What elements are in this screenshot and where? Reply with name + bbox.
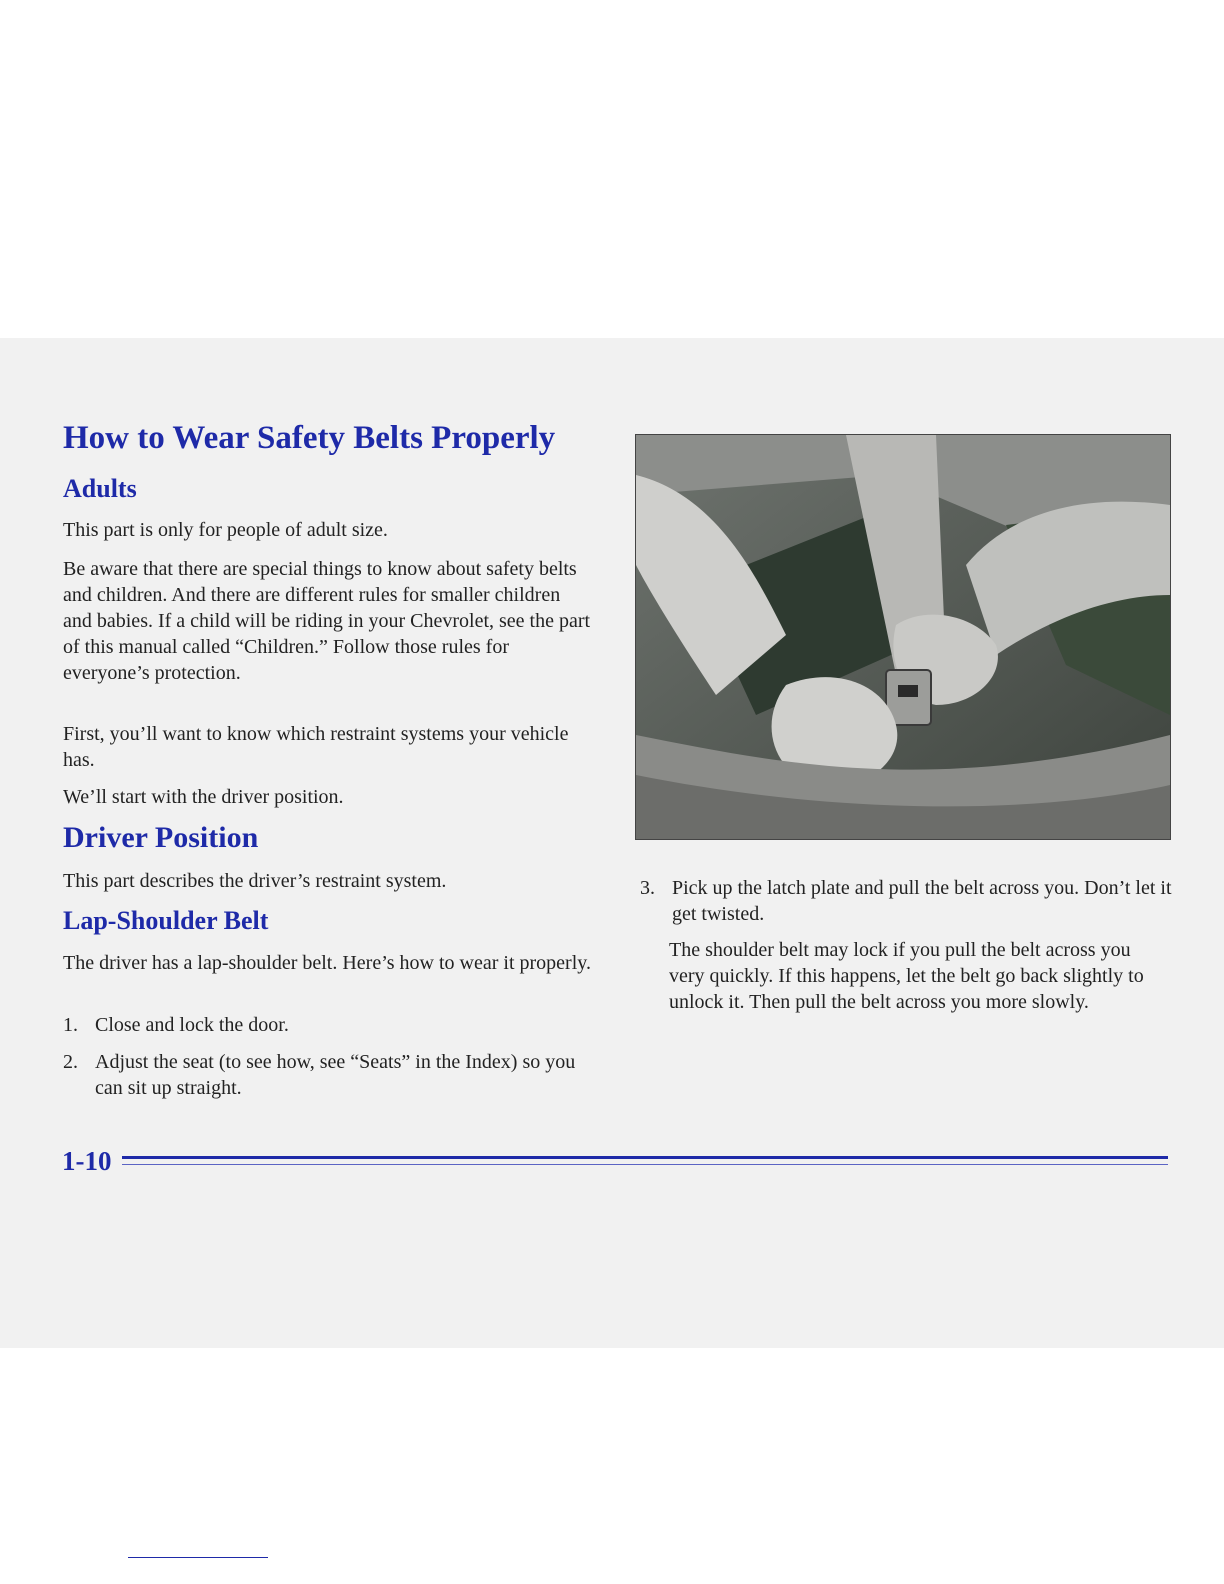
footer-rule-thin: [122, 1164, 1168, 1165]
section-title-adults: Adults: [63, 474, 137, 503]
bottom-divider: [128, 1557, 268, 1558]
page-number: 1-10: [62, 1146, 112, 1176]
list-item-text: Pick up the latch plate and pull the belt across you. Don’t let it get twisted.: [672, 877, 1172, 925]
list-item: [63, 1012, 598, 1038]
section-title-driver-position: Driver Position: [63, 821, 259, 854]
step-3-note: The shoulder belt may lock if you pull the belt across you very quickly. If this happens, let the belt go back slightly to unlock it. Then pull the belt across you more slowly.: [669, 939, 1144, 1013]
list-item: [640, 875, 1170, 927]
footer-rule: [122, 1156, 1168, 1159]
section-title-lap-shoulder-belt: Lap-Shoulder Belt: [63, 906, 269, 935]
photo-illustration: [636, 435, 1170, 839]
adults-paragraph-3: First, you’ll want to know which restraint systems your vehicle has.: [63, 723, 569, 771]
lap-belt-intro: The driver has a lap-shoulder belt. Here’s how to wear it properly.: [63, 952, 591, 974]
list-item-number: 3.: [640, 877, 655, 899]
driver-paragraph: This part describes the driver’s restraint system.: [63, 870, 447, 892]
page-title: How to Wear Safety Belts Properly: [63, 420, 556, 456]
list-item: [63, 1049, 598, 1101]
list-item-number: 1.: [63, 1014, 78, 1036]
adults-paragraph-1: This part is only for people of adult size.: [63, 519, 388, 541]
seat-belt-latch-photo: [635, 434, 1171, 840]
list-item-text: Close and lock the door.: [95, 1014, 289, 1036]
list-item-text: Adjust the seat (to see how, see “Seats” in the Index) so you can sit up straight.: [95, 1051, 576, 1099]
list-item-number: 2.: [63, 1051, 78, 1073]
adults-paragraph-2: Be aware that there are special things to know about safety belts and children. And there are different rules for smaller children and babies. If a child will be riding in your Chevrolet, see the part of this manual called “Children.” Follow those rules for everyone’s protection.: [63, 558, 591, 684]
adults-paragraph-4: We’ll start with the driver position.: [63, 786, 344, 808]
